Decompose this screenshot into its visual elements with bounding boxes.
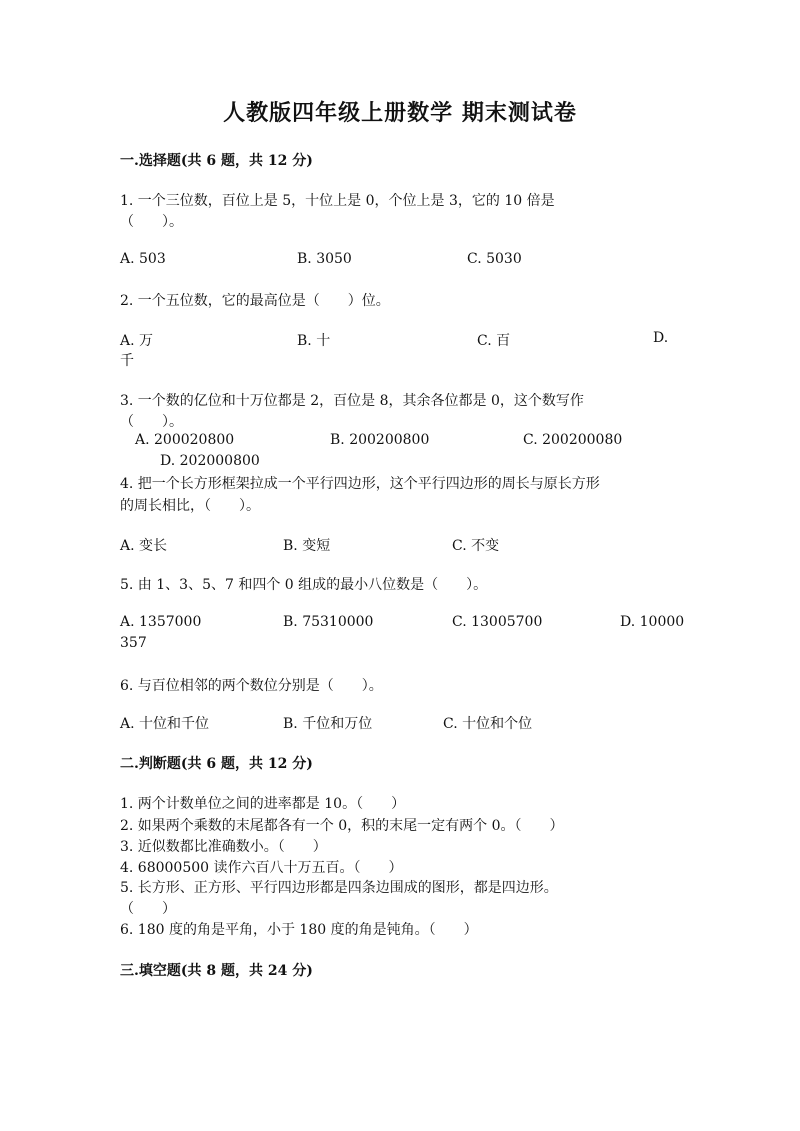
question-3-line-2: （ ）。 bbox=[120, 414, 183, 430]
question-5-option-d-wrap: 357 bbox=[120, 635, 147, 651]
question-2-option-b: B. 十 bbox=[297, 333, 331, 349]
question-3-option-c: C. 200200080 bbox=[523, 432, 623, 448]
question-5-option-a: A. 1357000 bbox=[120, 614, 202, 630]
question-2-option-d: D. bbox=[653, 330, 669, 346]
question-4-option-a: A. 变长 bbox=[120, 538, 168, 554]
question-1-line-1: 1. 一个三位数，百位上是 5，十位上是 0，个位上是 3，它的 10 倍是 bbox=[120, 193, 555, 209]
judgment-item-5: 5. 长方形、正方形、平行四边形都是四条边围成的图形，都是四边形。 bbox=[120, 880, 558, 896]
page-title: 人教版四年级上册数学 期末测试卷 bbox=[223, 100, 577, 126]
question-2-line-1: 2. 一个五位数，它的最高位是（ ）位。 bbox=[120, 293, 390, 309]
question-6-option-b: B. 千位和万位 bbox=[283, 716, 373, 732]
judgment-item-2: 2. 如果两个乘数的末尾都各有一个 0，积的末尾一定有两个 0。（ ） bbox=[120, 818, 564, 834]
question-4-option-c: C. 不变 bbox=[452, 538, 500, 554]
question-3-option-d: D. 202000800 bbox=[160, 453, 260, 469]
question-1-option-a: A. 503 bbox=[120, 251, 166, 267]
question-4-line-1: 4. 把一个长方形框架拉成一个平行四边形，这个平行四边形的周长与原长方形 bbox=[120, 476, 600, 492]
judgment-item-1: 1. 两个计数单位之间的进率都是 10。（ ） bbox=[120, 796, 406, 812]
judgment-item-4: 4. 68000500 读作六百八十万五百。（ ） bbox=[120, 860, 403, 876]
question-2-option-d-wrap: 千 bbox=[120, 353, 134, 369]
question-1-option-c: C. 5030 bbox=[467, 251, 522, 267]
question-4-option-b: B. 变短 bbox=[283, 538, 331, 554]
section-heading-choice: 一.选择题(共 6 题，共 12 分) bbox=[120, 153, 313, 169]
question-3-option-b: B. 200200800 bbox=[330, 432, 430, 448]
question-2-option-c: C. 百 bbox=[477, 333, 511, 349]
judgment-item-6: 6. 180 度的角是平角，小于 180 度的角是钝角。（ ） bbox=[120, 922, 478, 938]
judgment-item-3: 3. 近似数都比准确数小。（ ） bbox=[120, 839, 327, 855]
question-6-line-1: 6. 与百位相邻的两个数位分别是（ ）。 bbox=[120, 678, 383, 694]
question-1-option-b: B. 3050 bbox=[297, 251, 352, 267]
section-heading-fill-in: 三.填空题(共 8 题，共 24 分) bbox=[120, 963, 313, 979]
section-heading-judgment: 二.判断题(共 6 题，共 12 分) bbox=[120, 756, 313, 772]
question-5-option-c: C. 13005700 bbox=[452, 614, 543, 630]
question-5-option-d: D. 10000 bbox=[620, 614, 685, 630]
question-5-line-1: 5. 由 1、3、5、7 和四个 0 组成的最小八位数是（ ）。 bbox=[120, 577, 488, 593]
question-3-line-1: 3. 一个数的亿位和十万位都是 2，百位是 8，其余各位都是 0，这个数写作 bbox=[120, 393, 584, 409]
question-4-line-2: 的周长相比，（ ）。 bbox=[120, 498, 260, 514]
question-6-option-c: C. 十位和个位 bbox=[443, 716, 533, 732]
question-6-option-a: A. 十位和千位 bbox=[120, 716, 210, 732]
question-1-line-2: （ ）。 bbox=[120, 214, 183, 230]
question-3-option-a: A. 200020800 bbox=[135, 432, 235, 448]
question-5-option-b: B. 75310000 bbox=[283, 614, 374, 630]
question-2-option-a: A. 万 bbox=[120, 333, 154, 349]
judgment-item-5-wrap: （ ） bbox=[120, 901, 176, 917]
